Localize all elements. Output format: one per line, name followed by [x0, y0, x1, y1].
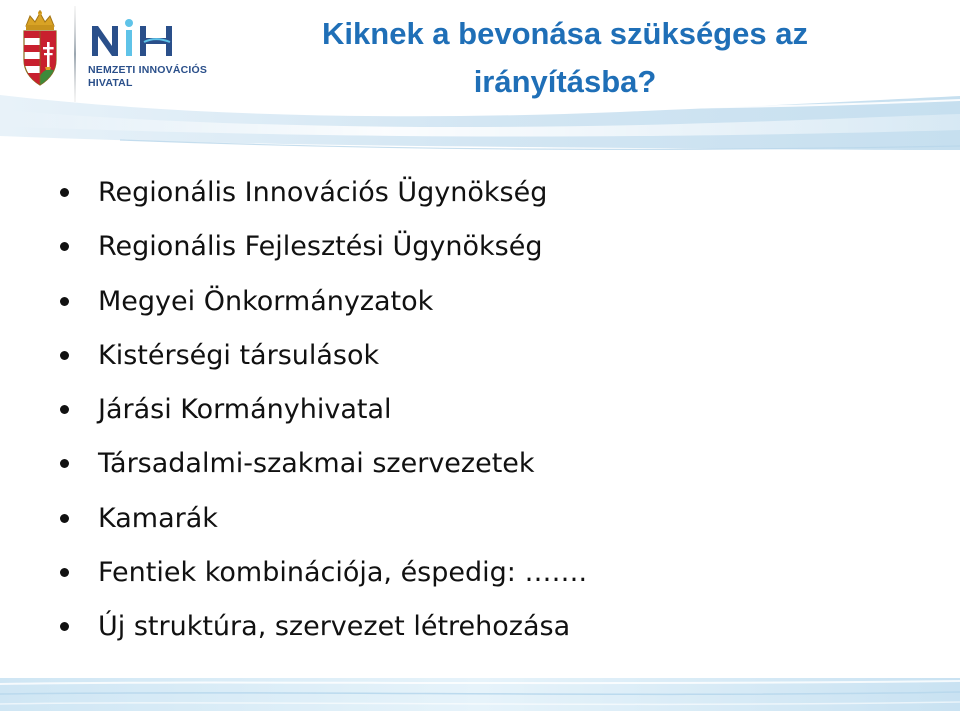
list-item-text: Társadalmi-szakmai szervezetek [98, 448, 535, 480]
logo-subtitle-line2: HIVATAL [88, 77, 133, 89]
list-item-text: Megyei Önkormányzatok [98, 285, 434, 317]
logo-divider [73, 6, 77, 102]
bullet-dot-icon [60, 514, 69, 523]
slide-title-line2: irányításba? [473, 64, 657, 99]
slide-title [285, 10, 845, 106]
bullet-dot-icon [60, 459, 69, 468]
list-item [60, 437, 587, 491]
list-item [60, 329, 587, 383]
bullet-dot-icon [60, 351, 69, 360]
bullet-dot-icon [60, 405, 69, 414]
list-item-text: Új struktúra, szervezet létrehozása [98, 611, 571, 643]
list-item [60, 492, 587, 546]
list-item [60, 220, 587, 274]
bullet-dot-icon [60, 297, 69, 306]
list-item [60, 383, 587, 437]
list-item [60, 600, 587, 654]
list-item-text: Járási Kormányhivatal [98, 394, 392, 426]
footer-wave-decoration [0, 672, 960, 711]
bullet-dot-icon [60, 568, 69, 577]
list-item [60, 166, 587, 220]
list-item-text: Regionális Fejlesztési Ügynökség [98, 231, 543, 263]
bullet-dot-icon [60, 622, 69, 631]
nih-logo [88, 14, 218, 94]
bullet-dot-icon [60, 242, 69, 251]
list-item [60, 546, 587, 600]
list-item-text: Kamarák [98, 502, 218, 534]
bullet-dot-icon [60, 188, 69, 197]
list-item-text: Kistérségi társulások [98, 339, 380, 371]
list-item-text: Regionális Innovációs Ügynökség [98, 177, 548, 208]
hungarian-coat-of-arms-icon [18, 10, 62, 88]
nih-logo-mark-icon [88, 18, 180, 58]
slide-title-line1: Kiknek a bevonása szükséges az [322, 16, 808, 51]
list-item-text: Fentiek kombinációja, éspedig: ……. [98, 557, 588, 589]
logo-subtitle-line1: NEMZETI INNOVÁCIÓS [88, 64, 208, 76]
list-item [60, 275, 587, 329]
footer-band [0, 672, 960, 711]
bullet-list [60, 166, 587, 655]
